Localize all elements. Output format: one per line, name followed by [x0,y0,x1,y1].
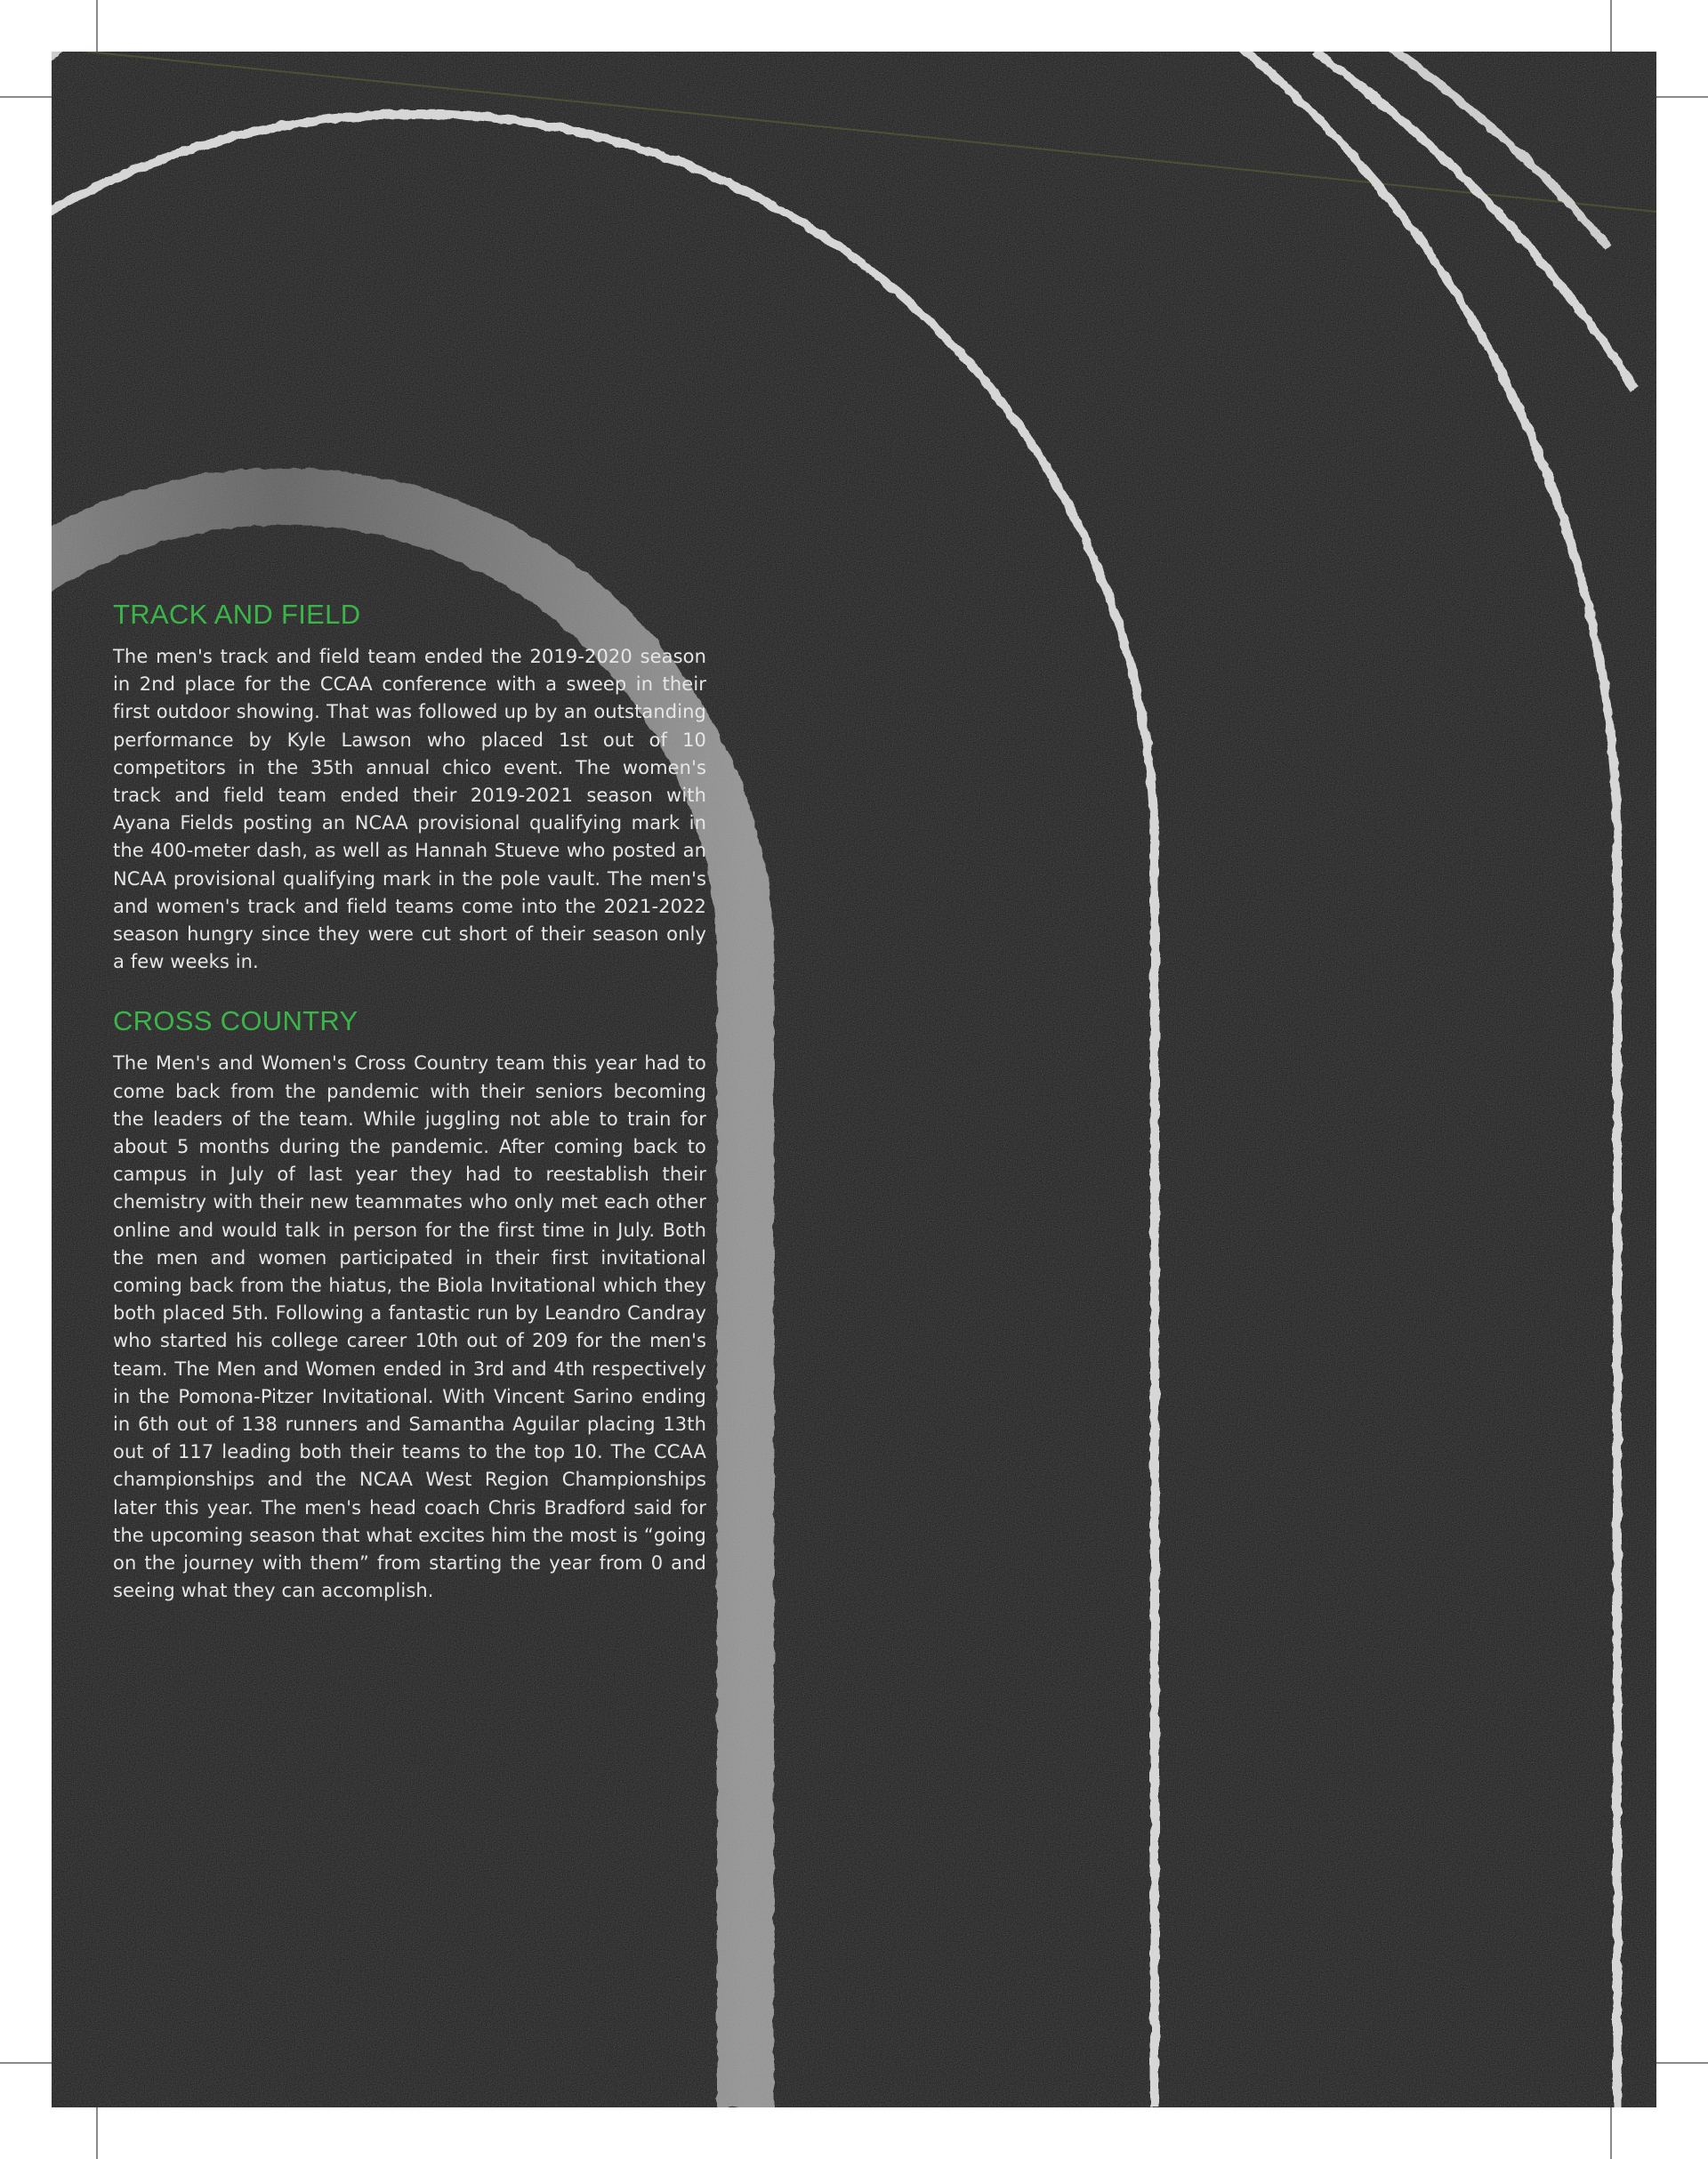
section-heading: TRACK AND FIELD [113,599,361,630]
section-heading: CROSS COUNTRY [113,1005,359,1037]
section-track-and-field [113,599,706,976]
section-paragraph: The Men's and Women's Cross Country team this year had to come back from the pandemic with their seniors becoming the leaders of the team. While juggling not able to train for about 5 months during the pandemic. After coming back to campus in July of last year they had to reestablish their chemistry with their new teammates who only met each other online and would talk in person for the first time in July. Both the men and women participated in their first invitational coming back from the hiatus, the Biola Invitational which they both placed 5th. Following a fantastic run by Leandro Candray who started his college career 10th out of 209 for the men's team. The Men and Women ended in 3rd and 4th respectively in the Pomona-Pitzer Invitational. With Vincent Sarino ending in 6th out of 138 runners and Samantha Aguilar placing 13th out of 117 leading both their teams to the top 10. The CCAA championships and the NCAA West Region Championships later this year. The men's head coach Chris Bradford said for the upcoming season that what excites him the most is “going on the journey with them” from starting the year from 0 and seeing what they can accomplish. [113,1052,706,1602]
article-body [113,599,706,1606]
section-cross-country [113,1005,706,1605]
section-paragraph: The men's track and field team ended the 2019-2020 season in 2nd place for the CCAA conference with a sweep in their first outdoor showing. That was followed up by an outstanding performance by Kyle Lawson who placed 1st out of 10 competitors in the 35th annual chico event. The women's track and field team ended their 2019-2021 season with Ayana Fields posting an NCAA provisional qualifying mark in the 400-meter dash, as well as Hannah Stueve who posted an NCAA provisional qualifying mark in the pole vault. The men's and women's track and field teams come into the 2021-2022 season hungry since they were cut short of their season only a few weeks in. [113,646,706,973]
